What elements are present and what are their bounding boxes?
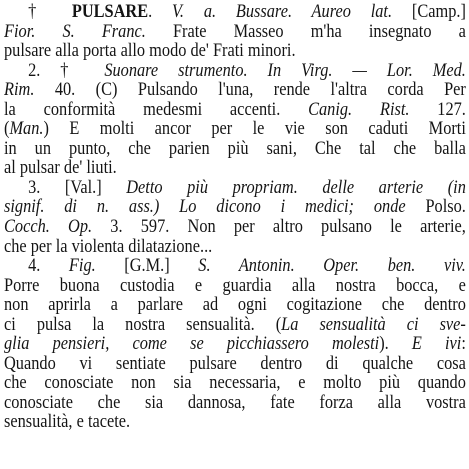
text-run: [Camp.] — [392, 2, 466, 22]
sense-4-line-8 — [4, 393, 466, 413]
sense-2-line-1 — [4, 61, 466, 81]
text-run: Porre buona custodia e guardia alla nostra bocca, e — [4, 274, 466, 296]
entry-line-1 — [4, 2, 466, 22]
text-run: ci pulsa la nostra sensualità. ( — [4, 313, 282, 335]
text-run: sensualità, e tacete. — [4, 411, 131, 433]
text-run: Polso. — [405, 196, 466, 218]
sense-3-line-4 — [4, 237, 466, 257]
sense-2-line-2 — [4, 80, 466, 100]
text-run: signif. di n. ass.) Lo dicono i medici; onde — [4, 196, 406, 218]
text-run: Quando vi sentiate pulsare dentro di qualche cosa — [4, 352, 466, 374]
text-run: 127. — [409, 98, 466, 120]
text-run: Cocch. Op. — [4, 216, 93, 238]
text-run: E ivi — [411, 333, 462, 355]
text-run: La sensualità ci sve- — [281, 313, 466, 335]
sense-3-line-3 — [4, 217, 466, 237]
sense-3-line-2 — [4, 197, 466, 217]
sense-4-line-3 — [4, 295, 466, 315]
sense-2-line-5 — [4, 139, 466, 159]
sense-4-line-9 — [4, 412, 466, 432]
text-run: al pulsar de' liuti. — [4, 157, 117, 179]
text-run: Canig. Rist. — [308, 98, 410, 120]
text-run: pulsare alla porta allo modo de' Frati minori. — [4, 40, 296, 62]
text-run: che conosciate non sia necessaria, e molto più quando — [4, 372, 466, 394]
entry-line-2 — [4, 22, 466, 42]
text-run: ). — [379, 333, 412, 355]
text-run: 4. — [28, 255, 69, 277]
text-run: che per la violenta dilatazione... — [4, 235, 213, 257]
text-run: Fig. — [68, 255, 96, 277]
text-run: conosciate che sia dannosa, fate forza alla vostra — [4, 391, 466, 413]
text-run: Man. — [9, 118, 44, 140]
sense-4-line-2 — [4, 276, 466, 296]
text-run: † — [28, 2, 72, 22]
text-run: 3. [Val.] — [28, 176, 127, 198]
text-run: Frate Masseo m'ha insegnato a — [145, 20, 466, 42]
text-run: ( — [4, 118, 10, 140]
sense-4-line-1 — [4, 256, 466, 276]
sense-4-line-5 — [4, 334, 466, 354]
text-run: S. Antonin. Oper. ben. viv. — [198, 255, 466, 277]
text-run: V. a. Bussare. Aureo lat. — [172, 2, 393, 22]
text-run: Fior. S. Franc. — [4, 20, 146, 42]
sense-2-line-3 — [4, 100, 466, 120]
text-run: non aprirla a parlare ad ogni cogitazione che dentro — [4, 294, 466, 316]
text-run: : — [461, 333, 466, 355]
sense-4-line-4 — [4, 315, 466, 335]
text-run: PULSARE — [71, 2, 149, 22]
text-run: in un punto, che parien più sani, Che tal che balla — [4, 137, 466, 159]
entry-line-3 — [4, 41, 466, 61]
text-run: Detto più propriam. delle arterie (in — [126, 176, 466, 198]
text-run: 40. (C) Pulsando l'una, rende l'altra corda Per — [34, 79, 466, 101]
sense-4-line-6 — [4, 354, 466, 374]
text-run: [G.M.] — [95, 255, 199, 277]
text-run: la conformità medesmi accenti. — [4, 98, 309, 120]
text-run: Rim. — [4, 79, 35, 101]
text-run: 3. 597. Non per altro pulsano le arterie, — [92, 216, 466, 238]
sense-3-line-1 — [4, 178, 466, 198]
sense-2-line-4 — [4, 119, 466, 139]
text-run: . — [148, 2, 173, 22]
text-run: Suonare strumento. In Virg. — Lor. Med. — [104, 59, 466, 81]
text-run: 2. † — [28, 59, 105, 81]
text-run: glia pensieri, come se picchiassero molesti — [4, 333, 380, 355]
sense-4-line-7 — [4, 373, 466, 393]
dictionary-entry-pulsare — [4, 2, 467, 467]
sense-2-line-6 — [4, 158, 466, 178]
text-run: ) E molti ancor per le vie son caduti Morti — [43, 118, 466, 140]
